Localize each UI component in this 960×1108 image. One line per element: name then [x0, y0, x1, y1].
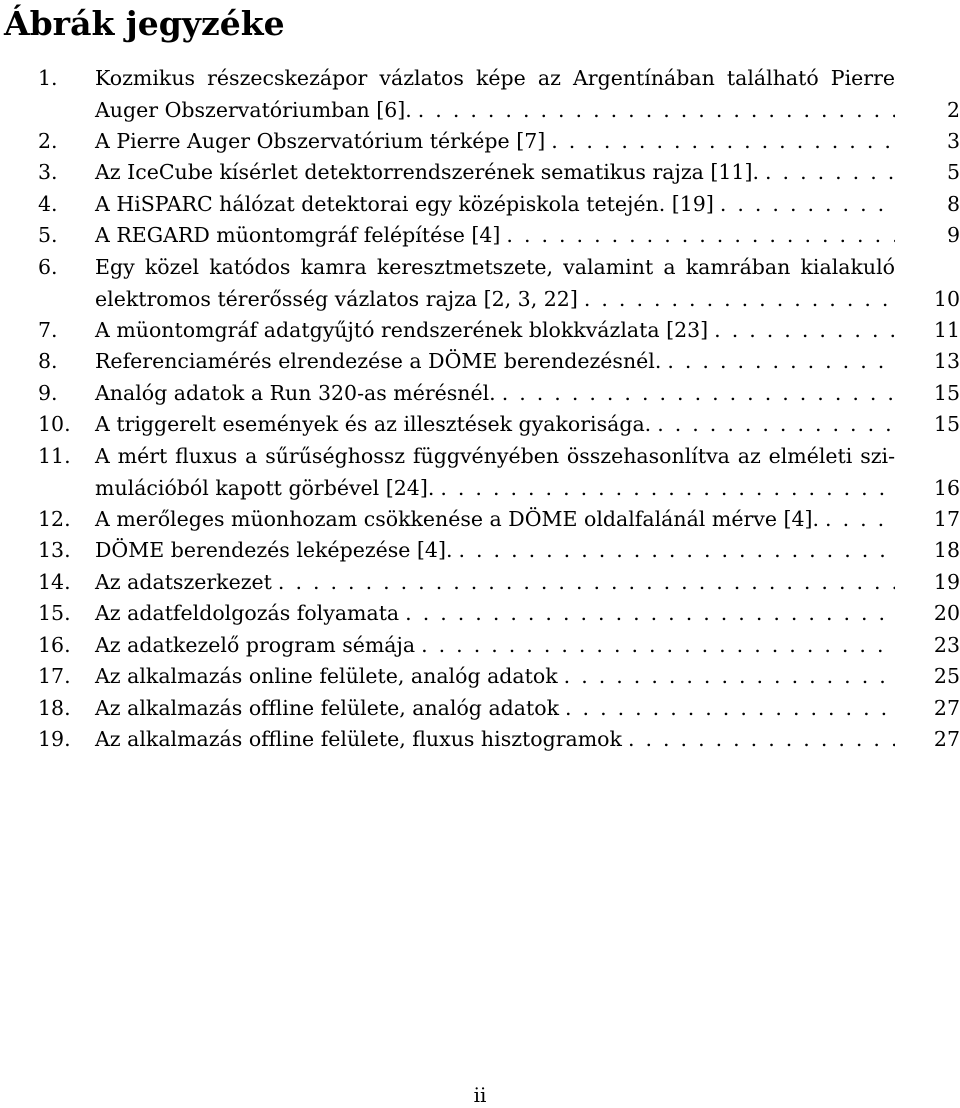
dot-leader: [661, 346, 895, 378]
figure-page-number: 20: [933, 601, 960, 625]
figure-entry[interactable]: [0, 63, 960, 126]
figure-entry[interactable]: [0, 567, 960, 599]
figure-caption: [95, 724, 895, 756]
figure-caption: [95, 693, 895, 725]
dot-leader: [578, 284, 895, 316]
figure-number: 10.: [38, 412, 71, 436]
figure-page-number: 19: [933, 570, 960, 594]
dot-leader: [272, 567, 895, 599]
figure-number: 15.: [38, 601, 71, 625]
figure-caption: [95, 504, 895, 536]
figure-caption: [95, 378, 895, 410]
figure-caption: [95, 661, 895, 693]
figure-entry[interactable]: [0, 630, 960, 662]
figure-entry[interactable]: [0, 252, 960, 315]
figure-number: 1.: [38, 66, 58, 90]
figure-entry[interactable]: [0, 346, 960, 378]
caption-line: A müontomgráf adatgyűjtó rendszerének blokkvázlata [23]: [95, 318, 709, 342]
figure-entry[interactable]: [0, 724, 960, 756]
figure-number: 7.: [38, 318, 58, 342]
caption-line: A mért fluxus a sűrűséghossz függvényében összehasonlítva az elméleti szi-: [95, 444, 895, 468]
dot-leader: [759, 157, 895, 189]
figure-page-number: 15: [933, 412, 960, 436]
figure-entry[interactable]: [0, 504, 960, 536]
dot-leader: [819, 504, 895, 536]
figure-number: 9.: [38, 381, 58, 405]
caption-line: Az alkalmazás offline felülete, fluxus hisztogramok: [95, 727, 622, 751]
dot-leader: [545, 126, 895, 158]
figure-page-number: 16: [933, 475, 960, 500]
dot-leader: [399, 598, 895, 630]
figure-caption: [95, 346, 895, 378]
figure-caption: [95, 189, 895, 221]
figure-entry[interactable]: [0, 661, 960, 693]
caption-line: Kozmikus részecskezápor vázlatos képe az Argentínában található Pierre: [95, 66, 895, 90]
figure-entry[interactable]: [0, 693, 960, 725]
figure-number: 4.: [38, 192, 58, 216]
figure-page-number: 27: [933, 727, 960, 751]
figure-number: 6.: [38, 255, 58, 279]
figure-number: 19.: [38, 727, 71, 751]
figure-entry[interactable]: [0, 598, 960, 630]
figure-number: 11.: [38, 444, 71, 468]
page-title: Ábrák jegyzéke: [4, 4, 285, 43]
page-number: ii: [473, 1083, 487, 1107]
figure-number: 16.: [38, 633, 71, 657]
caption-line: A HiSPARC hálózat detektorai egy középiskola tetején. [19]: [95, 192, 714, 216]
caption-line: Az IceCube kísérlet detektorrendszerének sematikus rajza [11].: [95, 160, 759, 184]
caption-line: Egy közel katódos kamra keresztmetszete, valamint a kamrában kialakuló: [95, 255, 895, 279]
dot-leader: [559, 693, 895, 725]
figure-page-number: 25: [933, 664, 960, 688]
figure-entry[interactable]: [0, 126, 960, 158]
figure-page-number: 13: [933, 349, 960, 373]
dot-leader: [651, 409, 895, 441]
figure-number: 13.: [38, 538, 71, 562]
caption-line: Az alkalmazás online felülete, analóg adatok: [95, 664, 558, 688]
dot-leader: [434, 473, 895, 505]
figure-page-number: 17: [933, 507, 960, 531]
dot-leader: [714, 189, 895, 221]
figure-entry[interactable]: [0, 189, 960, 221]
figure-number: 2.: [38, 129, 58, 153]
dot-leader: [708, 315, 895, 347]
figure-caption: [95, 252, 895, 315]
figure-caption: [95, 630, 895, 662]
caption-line: A merőleges müonhozam csökkenése a DÖME oldalfalánál mérve [4].: [95, 507, 820, 531]
figure-page-number: 8: [946, 192, 960, 216]
figure-page-number: 15: [933, 381, 960, 405]
figure-caption: [95, 567, 895, 599]
figure-page-number: 23: [933, 633, 960, 657]
dot-leader: [415, 630, 895, 662]
figure-entry[interactable]: [0, 441, 960, 504]
dot-leader: [558, 661, 895, 693]
figure-number: 17.: [38, 664, 71, 688]
figure-entry[interactable]: [0, 157, 960, 189]
caption-line: mulációból kapott görbével [24].: [95, 475, 435, 500]
figure-caption: [95, 157, 895, 189]
figure-number: 12.: [38, 507, 71, 531]
caption-line: elektromos térerősség vázlatos rajza [2, 3, 22]: [95, 286, 578, 311]
figure-caption: [95, 598, 895, 630]
figure-entry[interactable]: [0, 220, 960, 252]
dot-leader: [452, 535, 895, 567]
caption-line: Az adatszerkezet: [95, 570, 272, 594]
figure-entry[interactable]: [0, 378, 960, 410]
figure-caption: [95, 126, 895, 158]
dot-leader: [412, 95, 895, 127]
caption-line: A triggerelt események és az illesztések gyakorisága.: [95, 412, 652, 436]
figure-caption: [95, 409, 895, 441]
caption-line: Az adatfeldolgozás folyamata: [95, 601, 400, 625]
figure-number: 18.: [38, 696, 71, 720]
figure-page-number: 18: [933, 538, 960, 562]
figure-caption: [95, 535, 895, 567]
figure-page-number: 10: [933, 286, 960, 311]
caption-line: DÖME berendezés leképezése [4].: [95, 538, 453, 562]
caption-line: A REGARD müontomgráf felépítése [4]: [95, 223, 501, 247]
figure-page-number: 9: [946, 223, 960, 247]
figure-page-number: 27: [933, 696, 960, 720]
figure-page-number: 11: [933, 318, 960, 342]
figure-number: 14.: [38, 570, 71, 594]
figure-entry[interactable]: [0, 409, 960, 441]
dot-leader: [496, 378, 895, 410]
figure-number: 5.: [38, 223, 58, 247]
figure-entry[interactable]: [0, 535, 960, 567]
figure-number: 8.: [38, 349, 58, 373]
caption-line: Auger Obszervatóriumban [6].: [95, 97, 412, 122]
caption-line: A Pierre Auger Obszervatórium térképe [7]: [95, 129, 546, 153]
figure-page-number: 2: [946, 97, 960, 122]
figure-caption: [95, 315, 895, 347]
dot-leader: [500, 220, 895, 252]
figure-page-number: 5: [946, 160, 960, 184]
caption-line: Referenciamérés elrendezése a DÖME berendezésnél.: [95, 349, 662, 373]
figure-caption: [95, 220, 895, 252]
figure-caption: [95, 63, 895, 126]
dot-leader: [622, 724, 895, 756]
figure-entry[interactable]: [0, 315, 960, 347]
caption-line: Az adatkezelő program sémája: [95, 633, 416, 657]
figure-caption: [95, 441, 895, 504]
caption-line: Az alkalmazás offline felülete, analóg adatok: [95, 696, 560, 720]
caption-line: Analóg adatok a Run 320-as mérésnél.: [95, 381, 496, 405]
figure-number: 3.: [38, 160, 58, 184]
figure-page-number: 3: [946, 129, 960, 153]
